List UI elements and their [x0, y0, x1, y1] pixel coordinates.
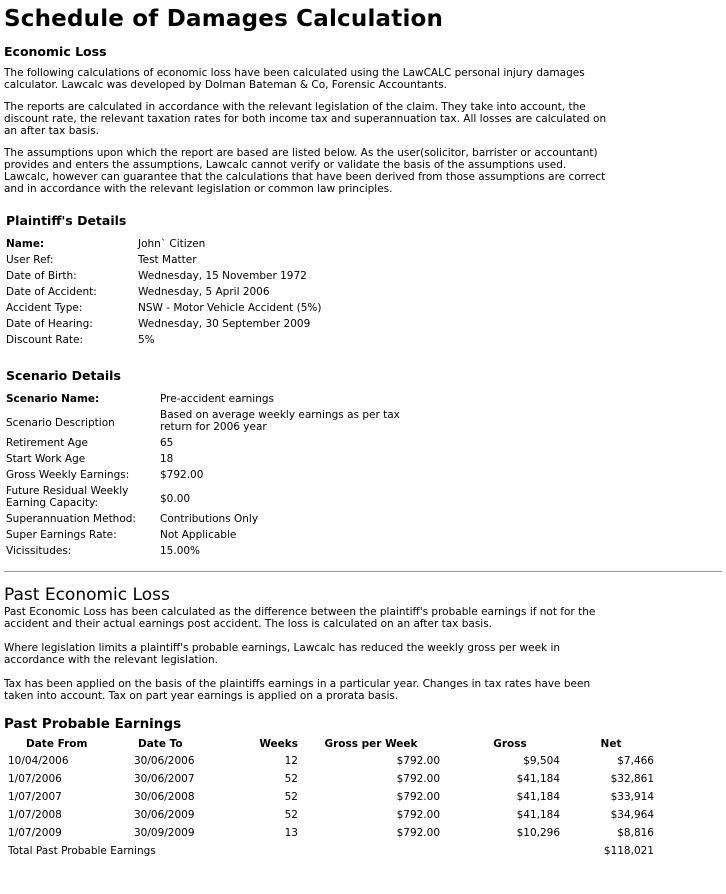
cell-date-from: 1/07/2009	[8, 827, 62, 839]
column-header-gross: Gross	[493, 738, 527, 750]
cell-net: $7,466	[617, 755, 654, 767]
total-label: Total Past Probable Earnings	[8, 845, 156, 857]
page-title: Schedule of Damages Calculation	[4, 6, 444, 32]
cell-gross-per-week: $792.00	[396, 827, 440, 839]
table-row	[6, 788, 654, 806]
plaintiff-label: Discount Rate:	[6, 334, 84, 346]
column-header-date-to: Date To	[138, 738, 183, 750]
past-economic-loss-heading: Past Economic Loss	[4, 585, 170, 605]
plaintiff-value: 5%	[138, 334, 155, 346]
cell-date-from: 1/07/2006	[8, 773, 62, 785]
past-loss-paragraph-3: Tax has been applied on the basis of the plaintiffs earnings in a particular year. Changes in tax rates have been taken into account. Tax on part year earnings is applied on a prorata basis.	[4, 678, 591, 702]
plaintiff-value: Wednesday, 5 April 2006	[138, 286, 270, 298]
section-divider	[4, 571, 722, 572]
total-row	[6, 842, 654, 860]
scenario-row	[6, 529, 400, 545]
plaintiff-value: NSW - Motor Vehicle Accident (5%)	[138, 302, 322, 314]
scenario-row	[6, 513, 400, 529]
scenario-label: Future Residual Weekly Earning Capacity:	[6, 485, 129, 509]
cell-net: $32,861	[610, 773, 654, 785]
scenario-value: Not Applicable	[160, 529, 237, 541]
economic-loss-paragraph-3: The assumptions upon which the report are based are listed below. As the user(solicitor, barrister or accountant) provides and enters the assumptions, Lawcalc cannot verify or validate the basis of the assumptions used. Lawcalc, however can guarantee that the calculations that have been derived from those assumptions are correct and in accordance with the relevant legislation or common law principles.	[4, 147, 606, 195]
scenario-value: Based on average weekly earnings as per tax return for 2006 year	[160, 409, 400, 433]
scenario-row	[6, 453, 400, 469]
plaintiff-label: Date of Birth:	[6, 270, 77, 282]
scenario-value: 65	[160, 437, 174, 449]
plaintiff-row	[6, 286, 321, 302]
scenario-row	[6, 393, 400, 409]
cell-date-from: 1/07/2007	[8, 791, 62, 803]
scenario-row	[6, 437, 400, 453]
cell-gross-per-week: $792.00	[396, 791, 440, 803]
probable-earnings-table	[6, 736, 654, 860]
scenario-label: Superannuation Method:	[6, 513, 136, 525]
scenario-value: 18	[160, 453, 174, 465]
plaintiff-label: Date of Hearing:	[6, 318, 93, 330]
cell-date-from: 10/04/2006	[8, 755, 69, 767]
cell-date-to: 30/06/2007	[134, 773, 195, 785]
cell-gross-per-week: $792.00	[396, 809, 440, 821]
scenario-value: 15.00%	[160, 545, 201, 557]
plaintiff-value: Wednesday, 15 November 1972	[138, 270, 307, 282]
cell-gross-per-week: $792.00	[396, 773, 440, 785]
plaintiff-value: Wednesday, 30 September 2009	[138, 318, 311, 330]
scenario-details-table	[6, 393, 400, 561]
plaintiff-row	[6, 254, 321, 270]
cell-weeks: 13	[284, 827, 298, 839]
cell-weeks: 12	[284, 755, 298, 767]
cell-date-from: 1/07/2008	[8, 809, 62, 821]
plaintiff-details-heading: Plaintiff's Details	[6, 213, 127, 228]
economic-loss-heading: Economic Loss	[4, 44, 107, 59]
total-net-value: $118,021	[603, 845, 654, 857]
column-header-weeks: Weeks	[259, 738, 298, 750]
cell-gross: $41,184	[516, 809, 560, 821]
scenario-value: Pre-accident earnings	[160, 393, 275, 405]
scenario-row	[6, 469, 400, 485]
past-probable-earnings-heading: Past Probable Earnings	[4, 716, 182, 732]
scenario-label: Scenario Name:	[6, 393, 100, 405]
plaintiff-row	[6, 238, 321, 254]
plaintiff-value: John` Citizen	[138, 238, 206, 250]
cell-date-to: 30/09/2009	[134, 827, 195, 839]
scenario-value: $792.00	[160, 469, 204, 481]
scenario-label: Gross Weekly Earnings:	[6, 469, 130, 481]
plaintiff-value: Test Matter	[138, 254, 197, 266]
cell-weeks: 52	[284, 809, 298, 821]
plaintiff-row	[6, 334, 321, 350]
plaintiff-label: Accident Type:	[6, 302, 83, 314]
scenario-row	[6, 485, 400, 513]
past-loss-paragraph-2: Where legislation limits a plaintiff's probable earnings, Lawcalc has reduced the weekly gross per week in accordance with the relevant legislation.	[4, 642, 561, 666]
table-row	[6, 806, 654, 824]
table-row	[6, 770, 654, 788]
cell-date-to: 30/06/2009	[134, 809, 195, 821]
cell-net: $34,964	[610, 809, 654, 821]
table-row	[6, 824, 654, 842]
cell-net: $8,816	[617, 827, 654, 839]
table-header-row	[6, 736, 654, 752]
cell-gross: $10,296	[516, 827, 560, 839]
column-header-gross-per-week: Gross per Week	[324, 738, 418, 750]
economic-loss-paragraph-1: The following calculations of economic loss have been calculated using the LawCALC personal injury damages calculator. Lawcalc was developed by Dolman Bateman & Co, Forensic Accountants.	[4, 67, 585, 91]
plaintiff-row	[6, 318, 321, 334]
scenario-value: Contributions Only	[160, 513, 259, 525]
cell-date-to: 30/06/2006	[134, 755, 195, 767]
column-header-date-from: Date From	[26, 738, 88, 750]
column-header-net: Net	[600, 738, 622, 750]
past-loss-paragraph-1: Past Economic Loss has been calculated as the difference between the plaintiff's probable earnings if not for the accident and their actual earnings post accident. The loss is calculated on an after tax basis.	[4, 606, 596, 630]
cell-gross-per-week: $792.00	[396, 755, 440, 767]
scenario-label: Start Work Age	[6, 453, 86, 465]
cell-date-to: 30/06/2008	[134, 791, 195, 803]
cell-gross: $41,184	[516, 791, 560, 803]
cell-weeks: 52	[284, 791, 298, 803]
scenario-label: Vicissitudes:	[6, 545, 72, 557]
scenario-label: Scenario Description	[6, 417, 115, 429]
scenario-label: Super Earnings Rate:	[6, 529, 117, 541]
plaintiff-label: Date of Accident:	[6, 286, 97, 298]
scenario-details-heading: Scenario Details	[6, 368, 121, 383]
scenario-label: Retirement Age	[6, 437, 88, 449]
scenario-row	[6, 545, 400, 561]
plaintiff-row	[6, 302, 321, 318]
scenario-row	[6, 409, 400, 437]
economic-loss-paragraph-2: The reports are calculated in accordance with the relevant legislation of the claim. They take into account, the discount rate, the relevant taxation rates for both income tax and superannuation tax. All losses are calculated on an after tax basis.	[4, 101, 607, 137]
table-row	[6, 752, 654, 770]
plaintiff-label: User Ref:	[6, 254, 54, 266]
plaintiff-details-table	[6, 238, 321, 350]
plaintiff-label: Name:	[6, 238, 45, 250]
cell-gross: $9,504	[523, 755, 560, 767]
scenario-value: $0.00	[160, 493, 191, 505]
cell-weeks: 52	[284, 773, 298, 785]
cell-gross: $41,184	[516, 773, 560, 785]
plaintiff-row	[6, 270, 321, 286]
cell-net: $33,914	[610, 791, 654, 803]
